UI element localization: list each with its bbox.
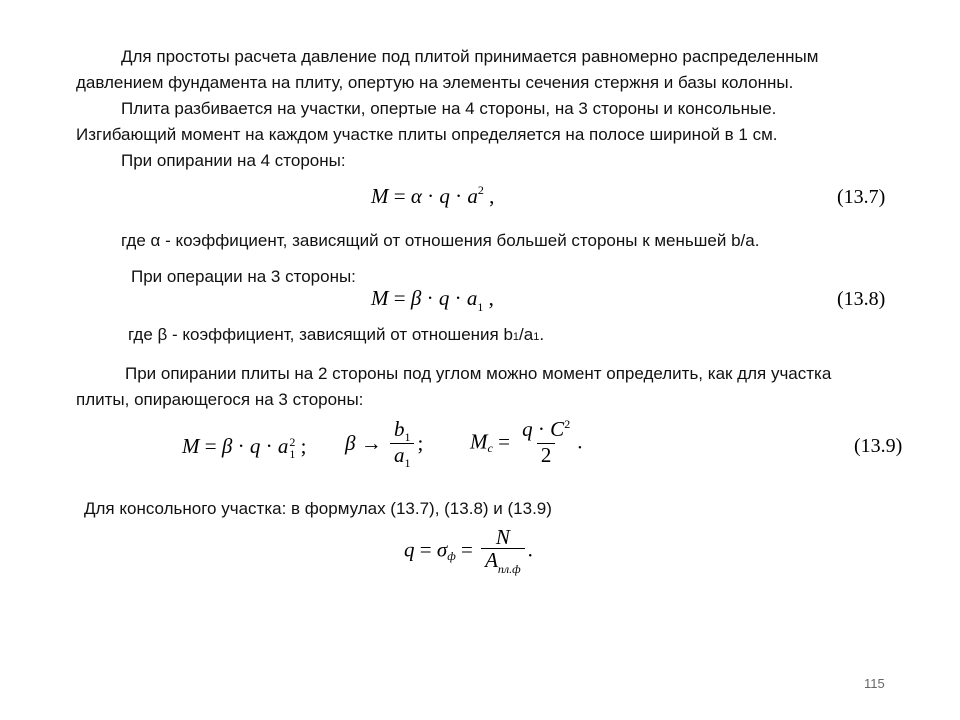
- equation-number-13-9: (13.9): [854, 435, 903, 457]
- formula-q-sigma: $q = \sigma_ф$ = $\frac{N}{A_{пл.ф}}$ .: [404, 525, 533, 576]
- paragraph-6-text: где β - коэффициент, зависящий от отношения b: [128, 325, 513, 344]
- paragraph-4: где α - коэффициент, зависящий от отношения большей стороны к меньшей b/a.: [121, 231, 760, 250]
- equation-number-13-8: (13.8): [837, 288, 886, 310]
- paragraph-6-sub-1: 1: [512, 331, 520, 343]
- paragraph-7-line-2: плиты, опирающегося на 3 стороны:: [76, 390, 364, 409]
- paragraph-7-line-1: При опирании плиты на 2 стороны под углом можно момент определить, как для участка: [125, 364, 832, 383]
- paragraph-2-line-2: Изгибающий момент на каждом участке плиты определяется на полосе шириной в 1 см.: [76, 125, 778, 144]
- paragraph-6-mid: /a: [519, 325, 534, 344]
- paragraph-5: При операции на 3 стороны:: [131, 267, 356, 286]
- paragraph-6-end: .: [539, 325, 545, 344]
- paragraph-1-line-2: давлением фундамента на плиту, опертую на элементы сечения стержня и базы колонны.: [76, 73, 794, 92]
- formula-13-7: $M = \alpha \cdot q \cdot a^2$ ,: [371, 183, 495, 208]
- paragraph-8: Для консольного участка: в формулах (13.7), (13.8) и (13.9): [84, 499, 552, 518]
- paragraph-6-sub-2: 1: [533, 331, 540, 343]
- formula-13-8: $M = \beta \cdot q \cdot a_1$ ,: [371, 286, 494, 314]
- paragraph-6: [128, 322, 544, 350]
- formula-13-9-ratio: β → $\frac{b_1}{a_1}$ ;: [345, 417, 424, 470]
- page-number: 115: [864, 676, 885, 691]
- paragraph-2-line-1: Плита разбивается на участки, опертые на 4 стороны, на 3 стороны и консольные.: [121, 99, 777, 118]
- formula-13-9-console-moment: $M_c$ = $\frac{q \cdot C^2}{2}$ .: [470, 417, 583, 467]
- paragraph-3: При опирании на 4 стороны:: [121, 151, 346, 170]
- formula-13-9-moment: M = β · q · a 2 1 ;: [182, 434, 307, 462]
- paragraph-1-line-1: Для простоты расчета давление под плитой принимается равномерно распределенным: [121, 47, 819, 66]
- equation-number-13-7: (13.7): [837, 186, 886, 208]
